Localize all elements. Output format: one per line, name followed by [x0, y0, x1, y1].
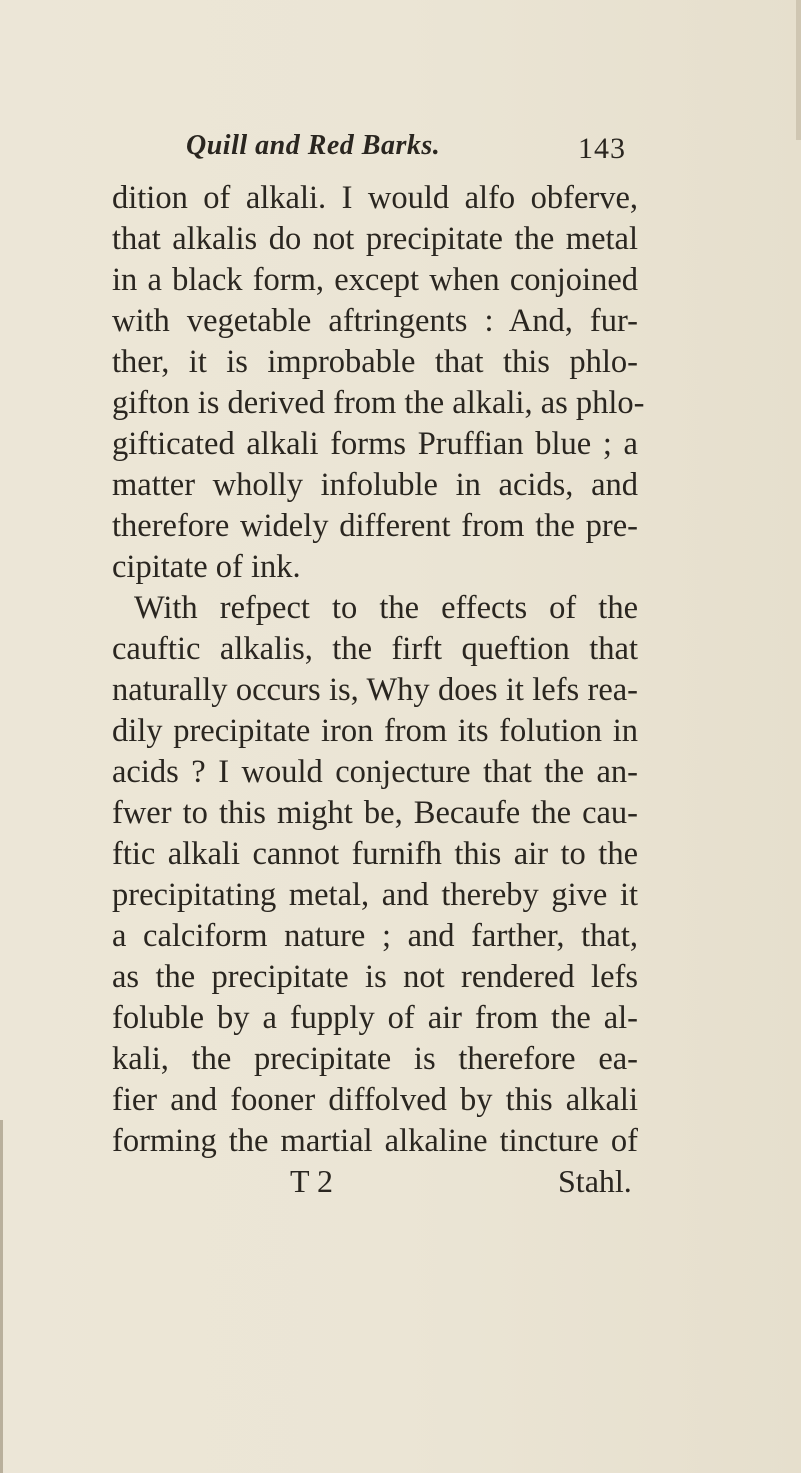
text-line: foluble by a fupply of air from the al- — [112, 1000, 638, 1036]
text-line: cauftic alkalis, the firft queftion that — [112, 631, 638, 667]
signature-mark: T 2 — [290, 1163, 333, 1199]
text-line: gifton is derived from the alkali, as phlo- — [112, 385, 645, 421]
page-edge-shadow-right — [796, 0, 801, 140]
text-line: as the precipitate is not rendered lefs — [112, 959, 638, 995]
text-line: kali, the precipitate is therefore ea- — [112, 1041, 638, 1077]
text-line: matter wholly infoluble in acids, and — [112, 467, 638, 503]
text-line: a calciform nature ; and farther, that, — [112, 918, 638, 954]
text-line: ftic alkali cannot furnifh this air to the — [112, 836, 638, 872]
text-line: dition of alkali. I would alfo obferve, — [112, 180, 638, 216]
running-head: Quill and Red Barks. — [186, 130, 441, 161]
text-line: ther, it is improbable that this phlo- — [112, 344, 638, 380]
catchword: Stahl. — [558, 1163, 632, 1199]
text-line: cipitate of ink. — [112, 549, 301, 585]
text-line: acids ? I would conjecture that the an- — [112, 754, 638, 790]
text-line: dily precipitate iron from its folution in — [112, 713, 638, 749]
page-edge-shadow — [0, 1120, 3, 1473]
text-line: gifticated alkali forms Pruffian blue ; a — [112, 426, 638, 462]
text-line: fier and fooner diffolved by this alkali — [112, 1082, 638, 1118]
text-line: in a black form, except when conjoined — [112, 262, 638, 298]
text-line: With refpect to the effects of the — [134, 590, 638, 626]
text-line: precipitating metal, and thereby give it — [112, 877, 638, 913]
text-line: therefore widely different from the pre- — [112, 508, 638, 544]
page-header — [186, 130, 626, 180]
text-line: naturally occurs is, Why does it lefs rea- — [112, 672, 638, 708]
page-number: 143 — [578, 132, 626, 165]
text-line: fwer to this might be, Becaufe the cau- — [112, 795, 638, 831]
text-line: forming the martial alkaline tincture of — [112, 1123, 638, 1159]
text-line: with vegetable aftringents : And, fur- — [112, 303, 638, 339]
text-line: that alkalis do not precipitate the metal — [112, 221, 638, 257]
